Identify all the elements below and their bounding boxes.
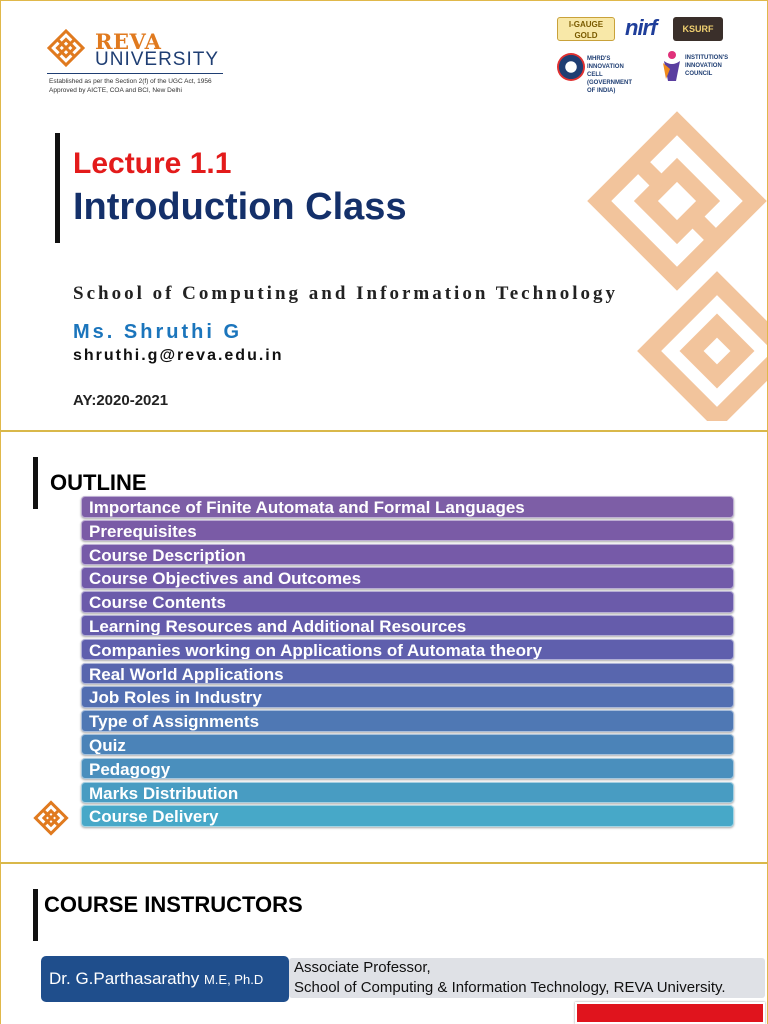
decorative-knot-pattern [557, 91, 768, 421]
outline-slide [0, 432, 768, 864]
iic-line-2: INNOVATION [685, 63, 722, 69]
igauge-badge [557, 17, 615, 41]
instructors-accent-bar [33, 889, 38, 941]
logo-established-text [49, 77, 212, 95]
outline-item: Learning Resources and Additional Resources [81, 615, 734, 637]
instructor-designation: Associate Professor, [294, 959, 431, 976]
iic-line-3: COUNCIL [685, 71, 713, 77]
outline-item: Job Roles in Industry [81, 686, 734, 708]
iic-text [685, 54, 728, 78]
logo-name-top: REVA [95, 29, 162, 54]
iic-figure-icon [661, 49, 683, 83]
outline-item: Companies working on Applications of Automata theory [81, 639, 734, 661]
instructor-photo [575, 1002, 765, 1024]
instructor-fullname: Dr. G.Parthasarathy [49, 969, 200, 988]
instructor-affiliation: School of Computing & Information Technology, REVA University. [294, 979, 726, 996]
reva-university-logo [47, 29, 227, 99]
nirf-badge: nirf [625, 15, 657, 40]
outline-item: Course Description [81, 544, 734, 566]
established-line-2: Approved by AICTE, COA and BCI, New Delhi [49, 87, 182, 94]
title-slide [0, 0, 768, 432]
outline-item: Prerequisites [81, 520, 734, 542]
innovation-cell-badge [557, 51, 641, 94]
school-name: School of Computing and Information Technology [73, 283, 618, 304]
outline-item: Type of Assignments [81, 710, 734, 732]
instructor-email: shruthi.g@reva.edu.in [73, 347, 284, 364]
outline-item: Marks Distribution [81, 782, 734, 804]
outline-item: Importance of Finite Automata and Formal Languages [81, 496, 734, 518]
instructors-slide [0, 864, 768, 1024]
slide-title: Introduction Class [73, 186, 407, 228]
established-line-1: Established as per the Section 2(f) of the UGC Act, 1956 [49, 78, 212, 85]
outline-item: Course Objectives and Outcomes [81, 567, 734, 589]
academic-year: AY:2020-2021 [73, 392, 169, 409]
igauge-sub-label: GOLD [574, 31, 598, 40]
outline-item: Course Delivery [81, 805, 734, 827]
title-accent-bar [55, 133, 60, 243]
iic-badge [661, 49, 731, 85]
outline-accent-bar [33, 457, 38, 509]
reva-knot-icon [47, 29, 85, 67]
innovation-line-1: MHRD'S [587, 56, 611, 62]
instructors-heading: COURSE INSTRUCTORS [44, 892, 303, 917]
innovation-line-3: (GOVERNMENT OF INDIA) [587, 80, 632, 94]
igauge-label: I-GAUGE [568, 20, 604, 29]
ksurf-badge: KSURF [673, 17, 723, 41]
outline-item: Real World Applications [81, 663, 734, 685]
lecture-number: Lecture 1.1 [73, 147, 232, 180]
instructor-degree: M.E, Ph.D [203, 972, 264, 987]
outline-heading: OUTLINE [50, 470, 147, 495]
logo-name-bottom: UNIVERSITY [95, 49, 220, 70]
outline-item: Quiz [81, 734, 734, 756]
innovation-line-2: INNOVATION CELL [587, 64, 624, 78]
innovation-cell-text [587, 55, 641, 95]
accreditation-badges [557, 15, 747, 94]
reva-knot-small-icon [33, 800, 69, 836]
outline-item: Course Contents [81, 591, 734, 613]
instructor-name-box [41, 956, 289, 1002]
logo-divider [47, 73, 223, 74]
instructor-name: Ms. Shruthi G [73, 321, 242, 343]
outline-item: Pedagogy [81, 758, 734, 780]
innovation-gear-icon [557, 53, 585, 81]
outline-list [81, 496, 734, 829]
iic-line-1: INSTITUTION'S [685, 55, 729, 61]
instructor-info-box [289, 958, 765, 998]
